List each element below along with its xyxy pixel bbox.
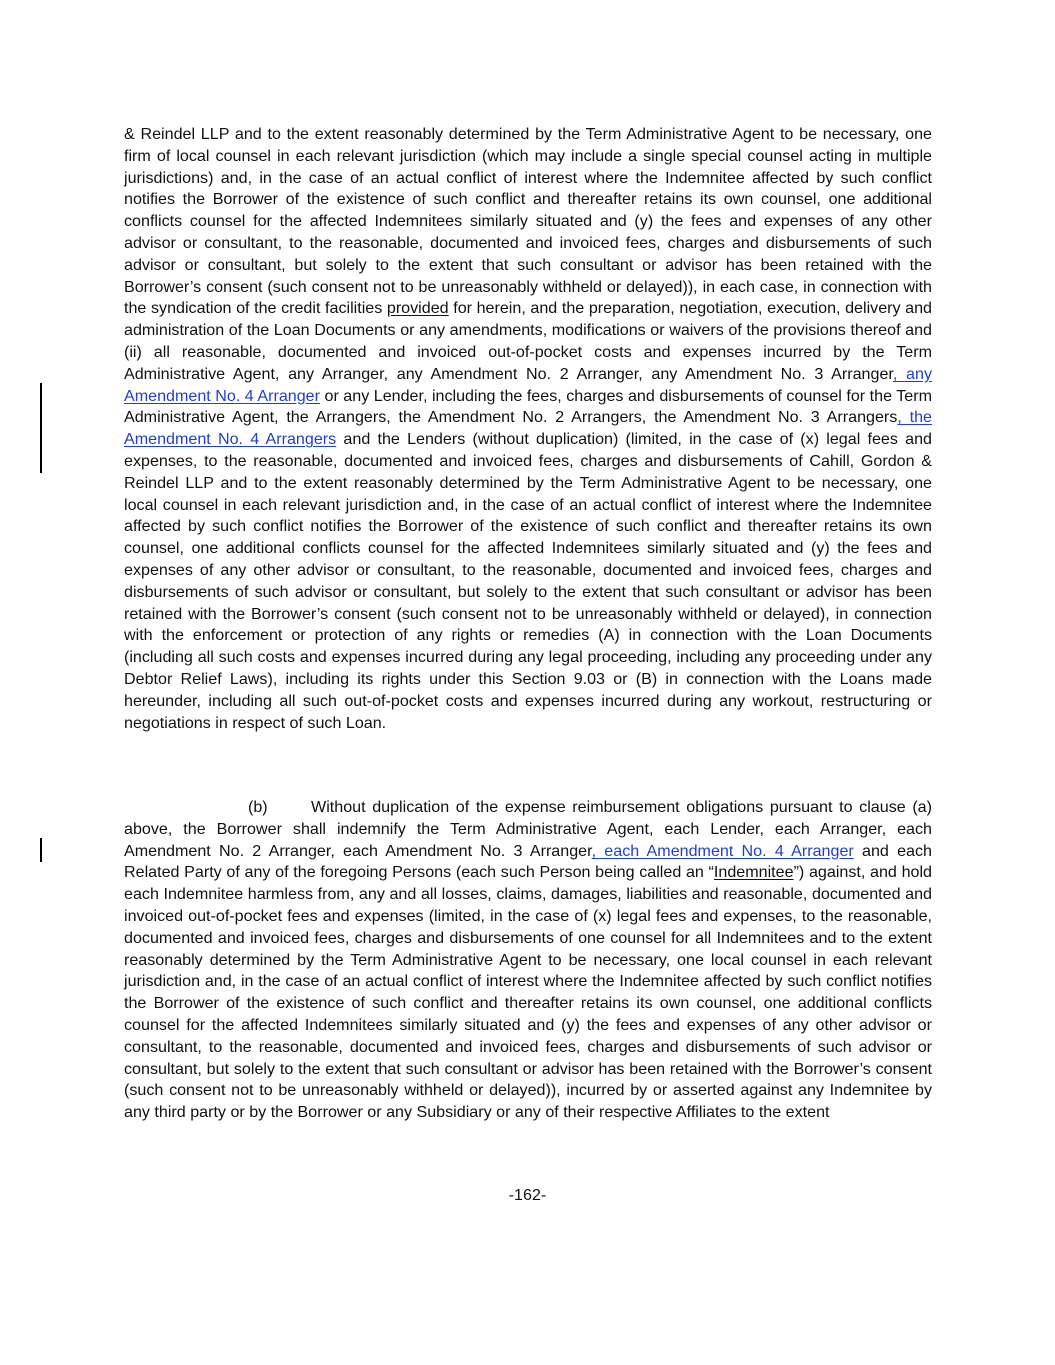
text-run: for herein, and the preparation, negotiation, execution, delivery and administration of the Loan Documents or any amendments, modifications or waivers of the provisions thereof and (ii) all reasonable, documented and invoiced out-of-pocket costs and expenses incurred by the Term Administrative Agent, any Arranger, any Amendment No. 2 Arranger, any Amendment No. 3 Arranger <box>124 299 932 383</box>
text-run: and each Related Party of any of the foregoing Persons (each such Person being called an “ <box>124 841 932 882</box>
page-number: -162- <box>508 1186 547 1204</box>
text-run: and the Lenders (without duplication) (limited, in the case of (x) legal fees and expenses, to the reasonable, documented and invoiced fees, charges and disbursements of Cahill, Gordon & Reindel LLP and to the extent reasonably determined by the Term Administrative Agent to be necessary, one local counsel in each relevant jurisdiction and, in the case of an actual conflict of interest where the Indemnitee affected by such conflict notifies the Borrower of the existence of such conflict and thereafter retains its own counsel, one additional conflicts counsel for the affected Indemnitees similarly situated and (y) the fees and expenses of any other advisor or consultant, to the reasonable, documented and invoiced fees, charges and disbursements of such advisor or consultant, but solely to the extent that such consultant or advisor has been retained with the Borrower’s consent (such consent not to be unreasonably withheld or delayed), in connection with the enforcement or protection of any rights or remedies (A) in connection with the Loan Documents (including all such costs and expenses incurred during any legal proceeding, including any proceeding under any Debtor Relief Laws), including its rights under this Section 9.03 or (B) in connection with the Loans made hereunder, including all such out-of-pocket costs and expenses incurred during any workout, restructuring or negotiations in respect of such Loan. <box>124 430 932 732</box>
defined-term-indemnitee: Indemnitee <box>713 863 794 882</box>
text-run: & Reindel LLP and to the extent reasonably determined by the Term Administrative Agent to be necessary, one firm of local counsel in each relevant jurisdiction (which may include a single special counsel acting in multiple jurisdictions) and, in the case of an actual conflict of interest where the Indemnitee affected by such conflict notifies the Borrower of the existence of such conflict and thereafter retains its own counsel, one additional conflicts counsel for the affected Indemnitees similarly situated and (y) the fees and expenses of any other advisor or consultant, to the reasonable, documented and invoiced fees, charges and disbursements of such advisor or consultant, but solely to the extent that such consultant or advisor has been retained with the Borrower’s consent (such consent not to be unreasonably withheld or delayed)), in each case, in connection with the syndication of the credit facilities <box>124 125 932 318</box>
text-run: ”) against, and hold each Indemnitee harmless from, any and all losses, claims, damages, liabilities and reasonable, documented and invoiced out-of-pocket fees and expenses (limited, in the case of (x) legal fees and expenses, to the reasonable, documented and invoiced fees, charges and disbursements of one counsel for all Indemnitees and to the extent reasonably determined by the Term Administrative Agent to be necessary, one local counsel in each relevant jurisdiction and, in the case of an actual conflict of interest where the Indemnitee affected by such conflict notifies the Borrower of the existence of such conflict and thereafter retains its own counsel, one additional conflicts counsel for the affected Indemnitees similarly situated and (y) the fees and expenses of any other advisor or consultant, to the reasonable, documented and invoiced fees, charges and disbursements of such advisor or consultant, but solely to the extent that such consultant or advisor has been retained with the Borrower’s consent (such consent not to be unreasonably withheld or delayed)), incurred by or asserted against any Indemnitee by any third party or by the Borrower or any Subsidiary or any of their respective Affiliates to the extent <box>124 863 932 1122</box>
paragraph-continuation <box>124 124 932 734</box>
inserted-text-amendment-4-arranger: , any Amendment No. 4 Arranger <box>124 364 932 405</box>
defined-term-provided: provided <box>386 299 449 318</box>
revision-change-bar <box>40 383 42 473</box>
paragraph-b <box>124 797 932 1124</box>
revision-change-bar <box>40 838 42 862</box>
text-run: Without duplication of the expense reimbursement obligations pursuant to clause (a) above, the Borrower shall indemnify the Term Administrative Agent, each Lender, each Arranger, each Amendment No. 2 Arranger, each Amendment No. 3 Arranger <box>124 798 932 860</box>
text-run: or any Lender, including the fees, charges and disbursements of counsel for the Term Administrative Agent, the Arrangers, the Amendment No. 2 Arrangers, the Amendment No. 3 Arrangers <box>124 386 932 427</box>
inserted-text-amendment-4-arrangers: , the Amendment No. 4 Arrangers <box>124 408 932 449</box>
inserted-text-amendment-4-arranger: , each Amendment No. 4 Arranger <box>591 841 854 860</box>
clause-label: (b) <box>248 798 268 816</box>
